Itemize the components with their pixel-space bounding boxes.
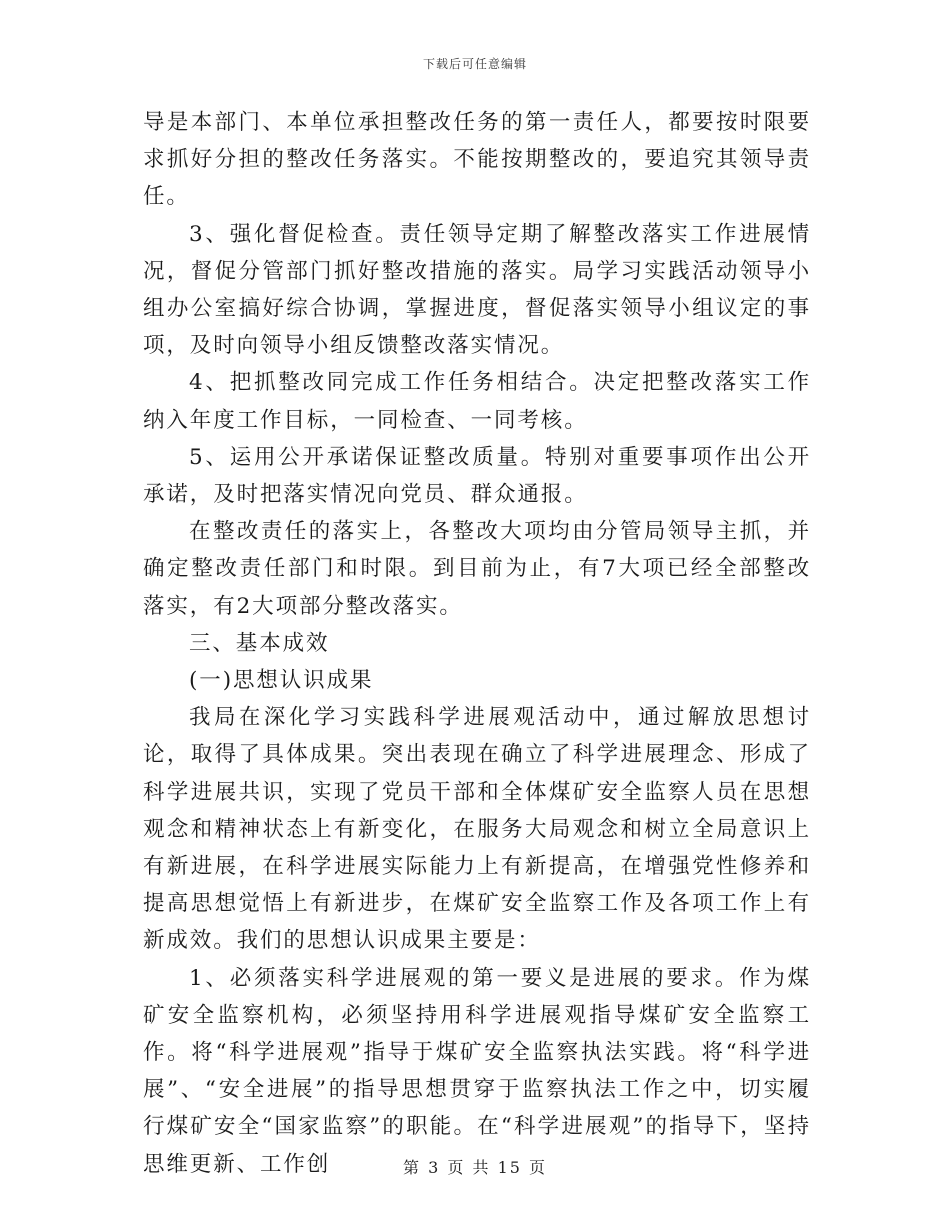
page-footer <box>0 1155 950 1178</box>
section-heading: 三、基本成效 <box>189 630 330 656</box>
current-page-number: 3 <box>428 1158 441 1177</box>
paragraph: 导是本部门、本单位承担整改任务的第一责任人，都要按时限要求抓好分担的整改任务落实。不能按期整改的，要追究其领导责任。 <box>143 110 811 210</box>
paragraph: 1、必须落实科学进展观的第一要义是进展的要求。作为煤矿安全监察机构，必须坚持用科学进展观指导煤矿安全监察工作。将“科学进展观”指导于煤矿安全监察执法实践。将“科学进展”、“安全进展”的指导思想贯穿于监察执法工作之中，切实履行煤矿安全“国家监察”的职能。在“科学进展观”的指导下，坚持思维更新、工作创 <box>143 965 811 1177</box>
paragraph: 4、把抓整改同完成工作任务相结合。决定把整改落实工作纳入年度工作目标，一同检查、一同考核。 <box>143 370 811 433</box>
footer-suffix: 页 <box>529 1158 548 1177</box>
subsection-heading: (一)思想认识成果 <box>189 668 374 694</box>
footer-page-label: 页 <box>447 1158 466 1177</box>
paragraph: 5、运用公开承诺保证整改质量。特别对重要事项作出公开承诺，及时把落实情况向党员、群众通报。 <box>143 444 811 508</box>
document-body <box>143 104 811 1183</box>
paragraph: 我局在深化学习实践科学进展观活动中，通过解放思想讨论，取得了具体成果。突出表现在确立了科学进展理念、形成了科学进展共识，实现了党员干部和全体煤矿安全监察人员在思想观念和精神状态上有新变化，在服务大局观念和树立全局意识上有新进展，在科学进展实际能力上有新提高，在增强党性修养和提高思想觉悟上有新进步，在煤矿安全监察工作及各项工作上有新成效。我们的思想认识成果主要是： <box>143 705 811 954</box>
footer-prefix: 第 <box>402 1158 421 1177</box>
total-pages-number: 15 <box>497 1158 522 1177</box>
page-header: 下载后可任意编辑 <box>422 57 527 71</box>
footer-total-label: 共 <box>472 1158 491 1177</box>
paragraph: 在整改责任的落实上，各整改大项均由分管局领导主抓，并确定整改责任部门和时限。到目前为止，有7大项已经全部整改落实，有2大项部分整改落实。 <box>143 519 811 619</box>
paragraph: 3、强化督促检查。责任领导定期了解整改落实工作进展情况，督促分管部门抓好整改措施的落实。局学习实践活动领导小组办公室搞好综合协调，掌握进度，督促落实领导小组议定的事项，及时向领导小组反馈整改落实情况。 <box>143 221 811 359</box>
